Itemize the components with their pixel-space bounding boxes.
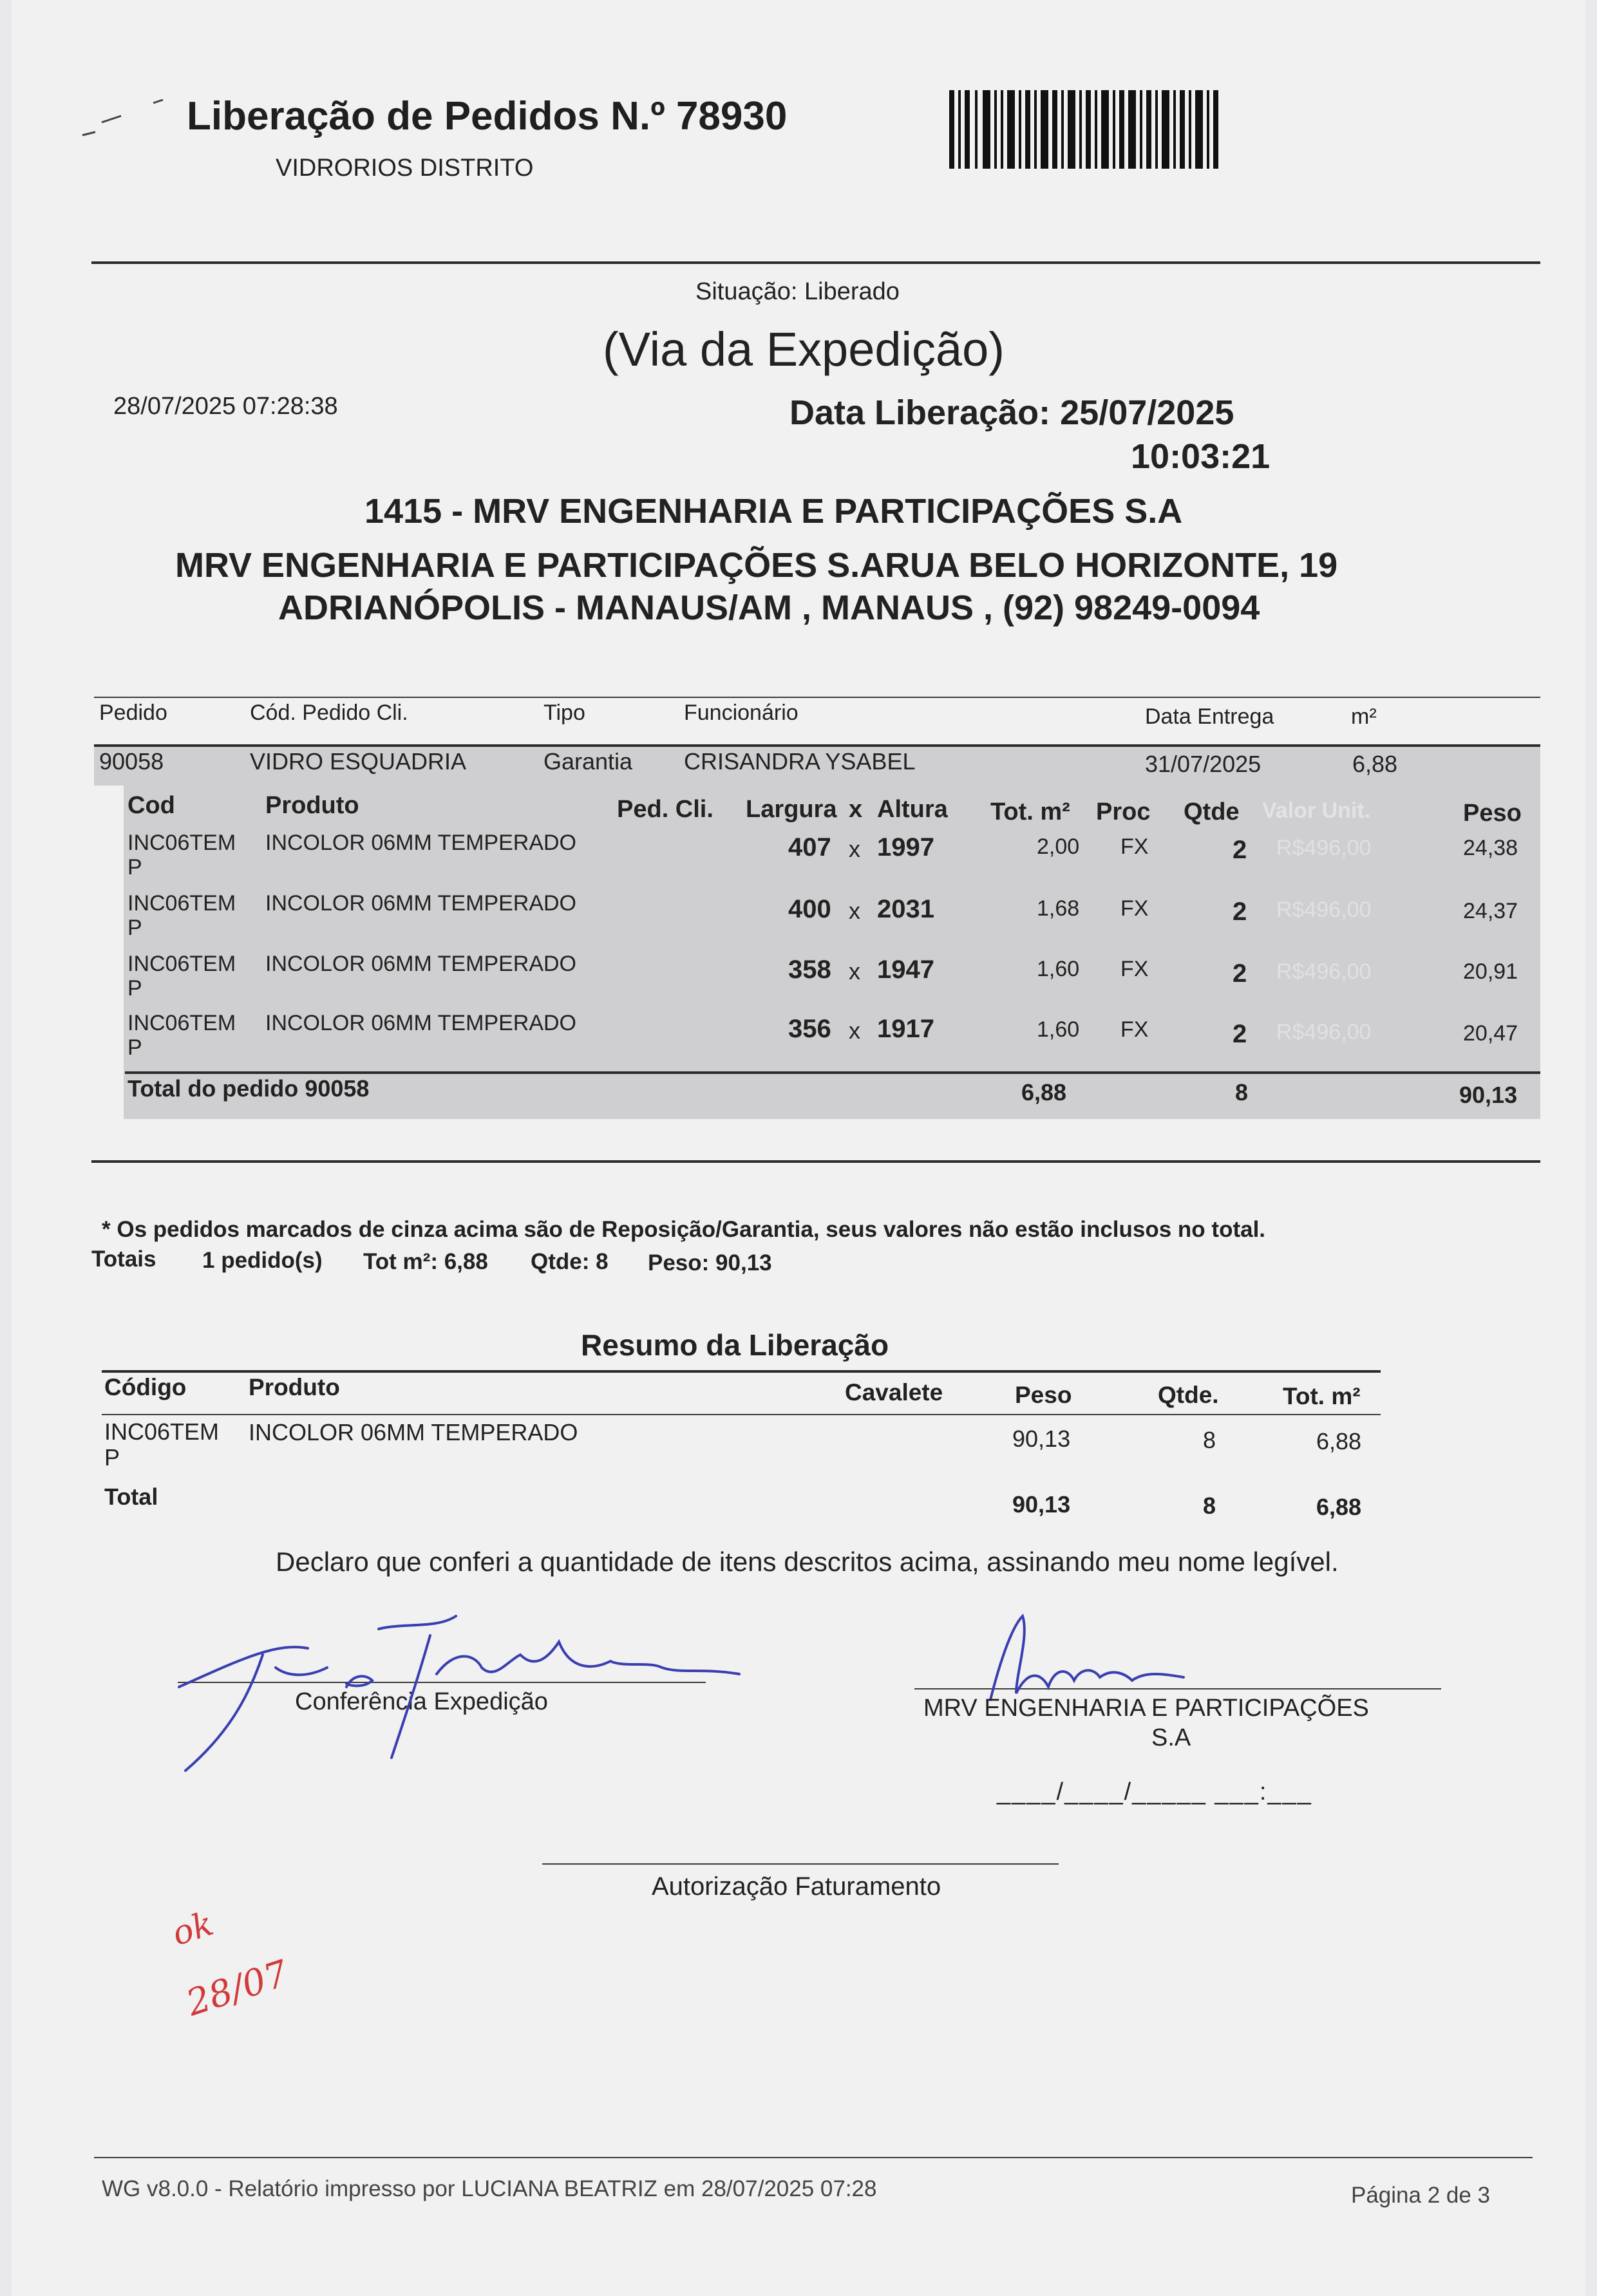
totais-peso: Peso: 90,13 bbox=[648, 1250, 772, 1275]
summary-col-codigo: Código bbox=[104, 1374, 187, 1400]
order-data-entrega: 31/07/2025 bbox=[1145, 751, 1262, 777]
totais-pedidos: 1 pedido(s) bbox=[202, 1248, 323, 1273]
item-row-2-qtde: 2 bbox=[1233, 898, 1247, 926]
header-rule bbox=[91, 261, 1540, 264]
footer-report-info: WG v8.0.0 - Relatório impresso por LUCIANA BEATRIZ em 28/07/2025 07:28 bbox=[102, 2176, 877, 2201]
items-total-label: Total do pedido 90058 bbox=[128, 1075, 370, 1102]
summary-row-produto: INCOLOR 06MM TEMPERADO bbox=[249, 1419, 578, 1445]
item-row-2-x: x bbox=[849, 898, 860, 924]
items-col-peso: Peso bbox=[1463, 800, 1522, 827]
item-row-2-produto: INCOLOR 06MM TEMPERADO bbox=[265, 891, 577, 916]
auth-label: Autorização Faturamento bbox=[652, 1872, 941, 1901]
items-col-qtde: Qtde bbox=[1184, 798, 1240, 825]
summary-top-rule bbox=[102, 1370, 1381, 1373]
summary-row-codigo: INC06TEM P bbox=[104, 1418, 220, 1471]
item-row-1-peso: 24,38 bbox=[1463, 836, 1518, 860]
item-row-3-qtde: 2 bbox=[1233, 959, 1247, 988]
handwritten-date: 28/07 bbox=[181, 1952, 294, 2025]
scan-mark-icon bbox=[76, 97, 179, 155]
item-row-3-produto: INCOLOR 06MM TEMPERADO bbox=[265, 952, 577, 976]
items-col-tot-m2: Tot. m² bbox=[990, 798, 1070, 825]
item-row-4-valor-unit: R$496,00 bbox=[1276, 1020, 1372, 1044]
items-col-altura: Altura bbox=[877, 796, 948, 823]
col-funcionario: Funcionário bbox=[684, 701, 798, 725]
release-time: 10:03:21 bbox=[1131, 437, 1271, 476]
item-row-4-tot-m2: 1,60 bbox=[1037, 1017, 1080, 1042]
summary-total-qtde: 8 bbox=[1203, 1492, 1216, 1519]
item-row-2-altura: 2031 bbox=[877, 895, 934, 923]
item-row-3-x: x bbox=[849, 958, 860, 984]
item-row-3-altura: 1947 bbox=[877, 955, 934, 984]
status-text: Situação: Liberado bbox=[695, 278, 900, 305]
item-row-4-peso: 20,47 bbox=[1463, 1021, 1518, 1046]
item-row-4-produto: INCOLOR 06MM TEMPERADO bbox=[265, 1011, 577, 1035]
document-page bbox=[12, 0, 1585, 2296]
totais-m2: Tot m²: 6,88 bbox=[363, 1249, 488, 1274]
left-signature-label: Conferência Expedição bbox=[295, 1688, 548, 1715]
item-row-1-valor-unit: R$496,00 bbox=[1276, 836, 1372, 860]
totais-qtde: Qtde: 8 bbox=[531, 1249, 609, 1274]
summary-title: Resumo da Liberação bbox=[581, 1328, 889, 1362]
items-col-cod: Cod bbox=[128, 792, 175, 819]
handwritten-ok: ok bbox=[167, 1904, 218, 1954]
summary-mid-rule bbox=[102, 1414, 1381, 1415]
declaration-text: Declaro que conferi a quantidade de itens descritos acima, assinando meu nome legível. bbox=[276, 1547, 1339, 1577]
items-col-produto: Produto bbox=[265, 792, 359, 819]
item-row-4-largura: 356 bbox=[788, 1015, 831, 1043]
items-col-valor-unit: Valor Unit. bbox=[1262, 798, 1371, 823]
order-pedido: 90058 bbox=[99, 748, 164, 775]
printed-timestamp: 28/07/2025 07:28:38 bbox=[113, 393, 338, 420]
col-pedido: Pedido bbox=[99, 701, 167, 725]
item-row-2-proc: FX bbox=[1120, 896, 1149, 921]
right-signature-label-2: S.A bbox=[1151, 1724, 1191, 1751]
item-row-3-valor-unit: R$496,00 bbox=[1276, 959, 1372, 984]
auth-signature-line bbox=[542, 1863, 1059, 1865]
item-row-3-proc: FX bbox=[1120, 957, 1149, 981]
col-m2: m² bbox=[1351, 704, 1377, 729]
item-row-4-altura: 1917 bbox=[877, 1015, 934, 1043]
items-total-m2: 6,88 bbox=[1021, 1079, 1067, 1106]
col-cod-pedido-cli: Cód. Pedido Cli. bbox=[250, 701, 408, 725]
items-total-qtde: 8 bbox=[1235, 1079, 1249, 1106]
company-name: VIDRORIOS DISTRITO bbox=[276, 155, 534, 182]
order-tipo: Garantia bbox=[543, 748, 633, 775]
items-bottom-rule bbox=[91, 1160, 1540, 1163]
barcode bbox=[949, 90, 1220, 169]
item-row-4-qtde: 2 bbox=[1233, 1020, 1247, 1048]
summary-row-qtde: 8 bbox=[1203, 1427, 1216, 1453]
item-row-1-cod: INC06TEM P bbox=[128, 831, 236, 880]
col-data-entrega: Data Entrega bbox=[1145, 704, 1274, 729]
summary-total-tot-m2: 6,88 bbox=[1316, 1494, 1362, 1520]
client-line-1: 1415 - MRV ENGENHARIA E PARTICIPAÇÕES S.A bbox=[364, 492, 1183, 531]
footer-rule bbox=[94, 2157, 1533, 2158]
summary-col-tot-m2: Tot. m² bbox=[1283, 1383, 1361, 1409]
item-row-2-tot-m2: 1,68 bbox=[1037, 896, 1080, 921]
item-row-3-largura: 358 bbox=[788, 955, 831, 984]
items-total-rule bbox=[125, 1071, 1540, 1074]
summary-row-tot-m2: 6,88 bbox=[1316, 1428, 1362, 1454]
item-row-1-tot-m2: 2,00 bbox=[1037, 834, 1080, 859]
release-date: Data Liberação: 25/07/2025 bbox=[789, 393, 1234, 432]
item-row-1-proc: FX bbox=[1120, 834, 1149, 859]
item-row-4-proc: FX bbox=[1120, 1017, 1149, 1042]
summary-col-cavalete: Cavalete bbox=[845, 1379, 943, 1406]
items-total-peso: 90,13 bbox=[1459, 1082, 1518, 1108]
left-handwritten-signature bbox=[160, 1603, 759, 1783]
item-row-2-valor-unit: R$496,00 bbox=[1276, 898, 1372, 922]
item-row-3-peso: 20,91 bbox=[1463, 959, 1518, 984]
item-row-2-cod: INC06TEM P bbox=[128, 891, 236, 940]
summary-total-label: Total bbox=[104, 1483, 158, 1510]
date-time-blank: ____/____/_____ ___:___ bbox=[997, 1778, 1312, 1805]
order-header-top-rule bbox=[94, 697, 1540, 698]
item-row-3-tot-m2: 1,60 bbox=[1037, 957, 1080, 981]
item-row-1-largura: 407 bbox=[788, 833, 831, 861]
order-funcionario: CRISANDRA YSABEL bbox=[684, 748, 916, 775]
item-row-1-x: x bbox=[849, 836, 860, 862]
grey-rows-note: * Os pedidos marcados de cinza acima são de Reposição/Garantia, seus valores não estão inclusos no total. bbox=[102, 1217, 1266, 1242]
item-row-4-cod: INC06TEM P bbox=[128, 1011, 236, 1060]
summary-row-peso: 90,13 bbox=[1012, 1426, 1071, 1452]
items-col-x: x bbox=[849, 796, 863, 823]
client-line-3: ADRIANÓPOLIS - MANAUS/AM , MANAUS , (92) 98249-0094 bbox=[278, 588, 1260, 627]
col-tipo: Tipo bbox=[543, 701, 585, 725]
order-cod-pedido-cli: VIDRO ESQUADRIA bbox=[250, 748, 467, 775]
document-title: Liberação de Pedidos N.º 78930 bbox=[187, 94, 788, 138]
right-signature-label-1: MRV ENGENHARIA E PARTICIPAÇÕES bbox=[923, 1695, 1369, 1722]
item-row-3-cod: INC06TEM P bbox=[128, 952, 236, 1001]
item-row-1-altura: 1997 bbox=[877, 833, 934, 861]
client-line-2: MRV ENGENHARIA E PARTICIPAÇÕES S.ARUA BELO HORIZONTE, 19 bbox=[175, 546, 1338, 585]
item-row-2-peso: 24,37 bbox=[1463, 899, 1518, 923]
summary-col-qtde: Qtde. bbox=[1158, 1382, 1219, 1408]
items-col-largura: Largura bbox=[746, 796, 837, 823]
order-m2: 6,88 bbox=[1352, 751, 1398, 777]
items-col-proc: Proc bbox=[1096, 798, 1151, 825]
item-row-4-x: x bbox=[849, 1017, 860, 1044]
summary-col-produto: Produto bbox=[249, 1374, 340, 1400]
copy-label: (Via da Expedição) bbox=[603, 323, 1005, 376]
totais-label: Totais bbox=[91, 1247, 156, 1272]
item-row-1-produto: INCOLOR 06MM TEMPERADO bbox=[265, 831, 577, 855]
items-col-ped-cli: Ped. Cli. bbox=[617, 796, 713, 823]
item-row-2-largura: 400 bbox=[788, 895, 831, 923]
footer-page-number: Página 2 de 3 bbox=[1351, 2183, 1491, 2208]
summary-total-peso: 90,13 bbox=[1012, 1491, 1071, 1518]
summary-col-peso: Peso bbox=[1015, 1382, 1072, 1408]
item-row-1-qtde: 2 bbox=[1233, 836, 1247, 864]
